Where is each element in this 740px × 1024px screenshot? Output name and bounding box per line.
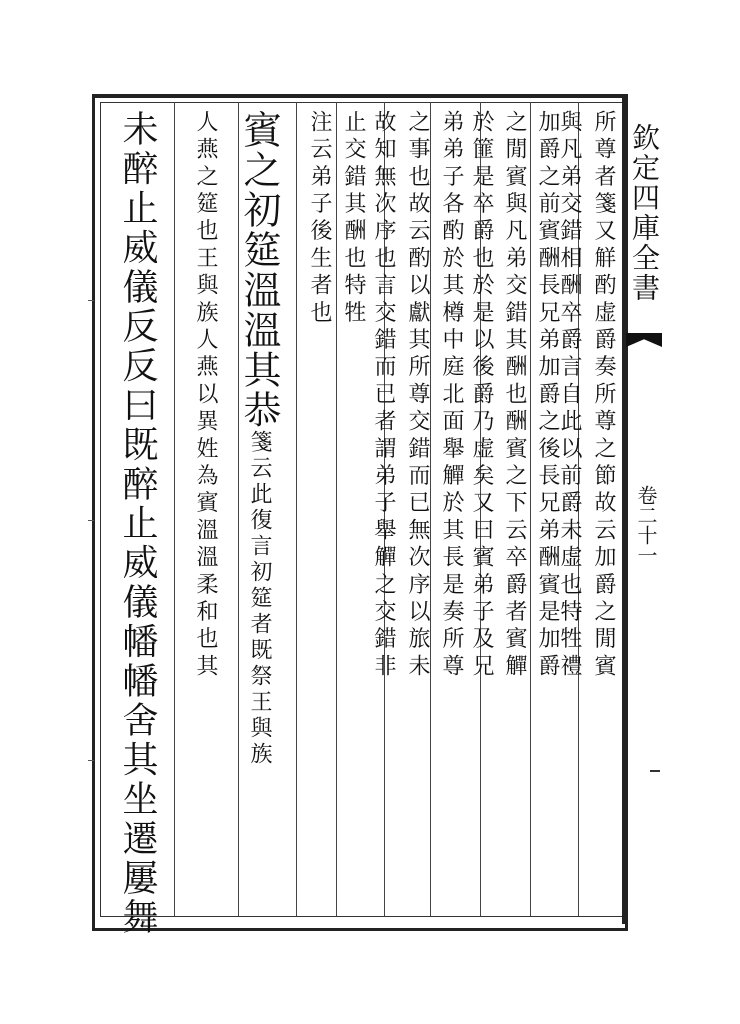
column-divider <box>174 102 175 916</box>
commentary-column: 注云弟子後生者也 <box>307 110 332 328</box>
commentary-column: 之閒賓與凡弟交錯其酬也酬賓之下云卒爵者賓觶 <box>502 110 527 682</box>
frame-inner-top-rule <box>100 102 622 103</box>
commentary-column: 加爵之前賓酬長兄弟加爵之後長兄弟酬賓是加爵 <box>535 110 560 682</box>
banxin-border <box>622 94 625 924</box>
commentary-column: 人燕之筵也王與族人燕以異姓為賓溫溫柔和也其 <box>193 110 218 682</box>
margin-tick <box>88 520 94 521</box>
commentary-column: 之事也故云酌以獻其所尊交錯而已無次序以旅未 <box>405 110 430 682</box>
main-text: 賓之初筵溫溫其恭 <box>237 110 281 430</box>
margin-tick <box>88 300 94 301</box>
frame-inner-left-rule <box>100 102 101 916</box>
fishtail-mark-icon <box>626 333 662 347</box>
column-divider <box>336 102 337 916</box>
commentary-column: 弟弟子各酌於其樽中庭北面舉觶於其長是奏所尊 <box>439 110 464 682</box>
main-text-column: 未醉止威儀反反曰既醉止威儀幡幡舍其坐遷屢舞 <box>117 110 158 938</box>
column-divider <box>296 102 297 916</box>
juan-number: 卷二十一 <box>634 485 658 565</box>
commentary-column: 止交錯其酬也特牲 <box>341 110 366 328</box>
commentary-column: 於篚是卒爵也於是以後爵乃虚矣又曰賓弟子及兄 <box>469 110 494 682</box>
inline-commentary: 箋云此復言初筵者既祭王與族 <box>247 430 272 768</box>
commentary-column: 所尊者箋又觧酌虚爵奏所尊之節故云加爵之閒賓 <box>591 110 616 682</box>
commentary-column: 與凡弟交錯相酬卒爵言自此以前爵未虚也特牲禮 <box>557 110 582 682</box>
column-divider <box>430 102 431 916</box>
margin-tick <box>88 760 94 761</box>
commentary-column: 故知無次序也言交錯而已者謂弟子舉觶之交錯非 <box>371 110 396 682</box>
main-text-column <box>237 110 281 768</box>
book-title: 欽定四庫全書 <box>628 123 661 303</box>
banxin-dash-mark <box>650 770 660 772</box>
column-divider <box>530 102 531 916</box>
frame-inner-bottom-rule <box>100 916 622 917</box>
